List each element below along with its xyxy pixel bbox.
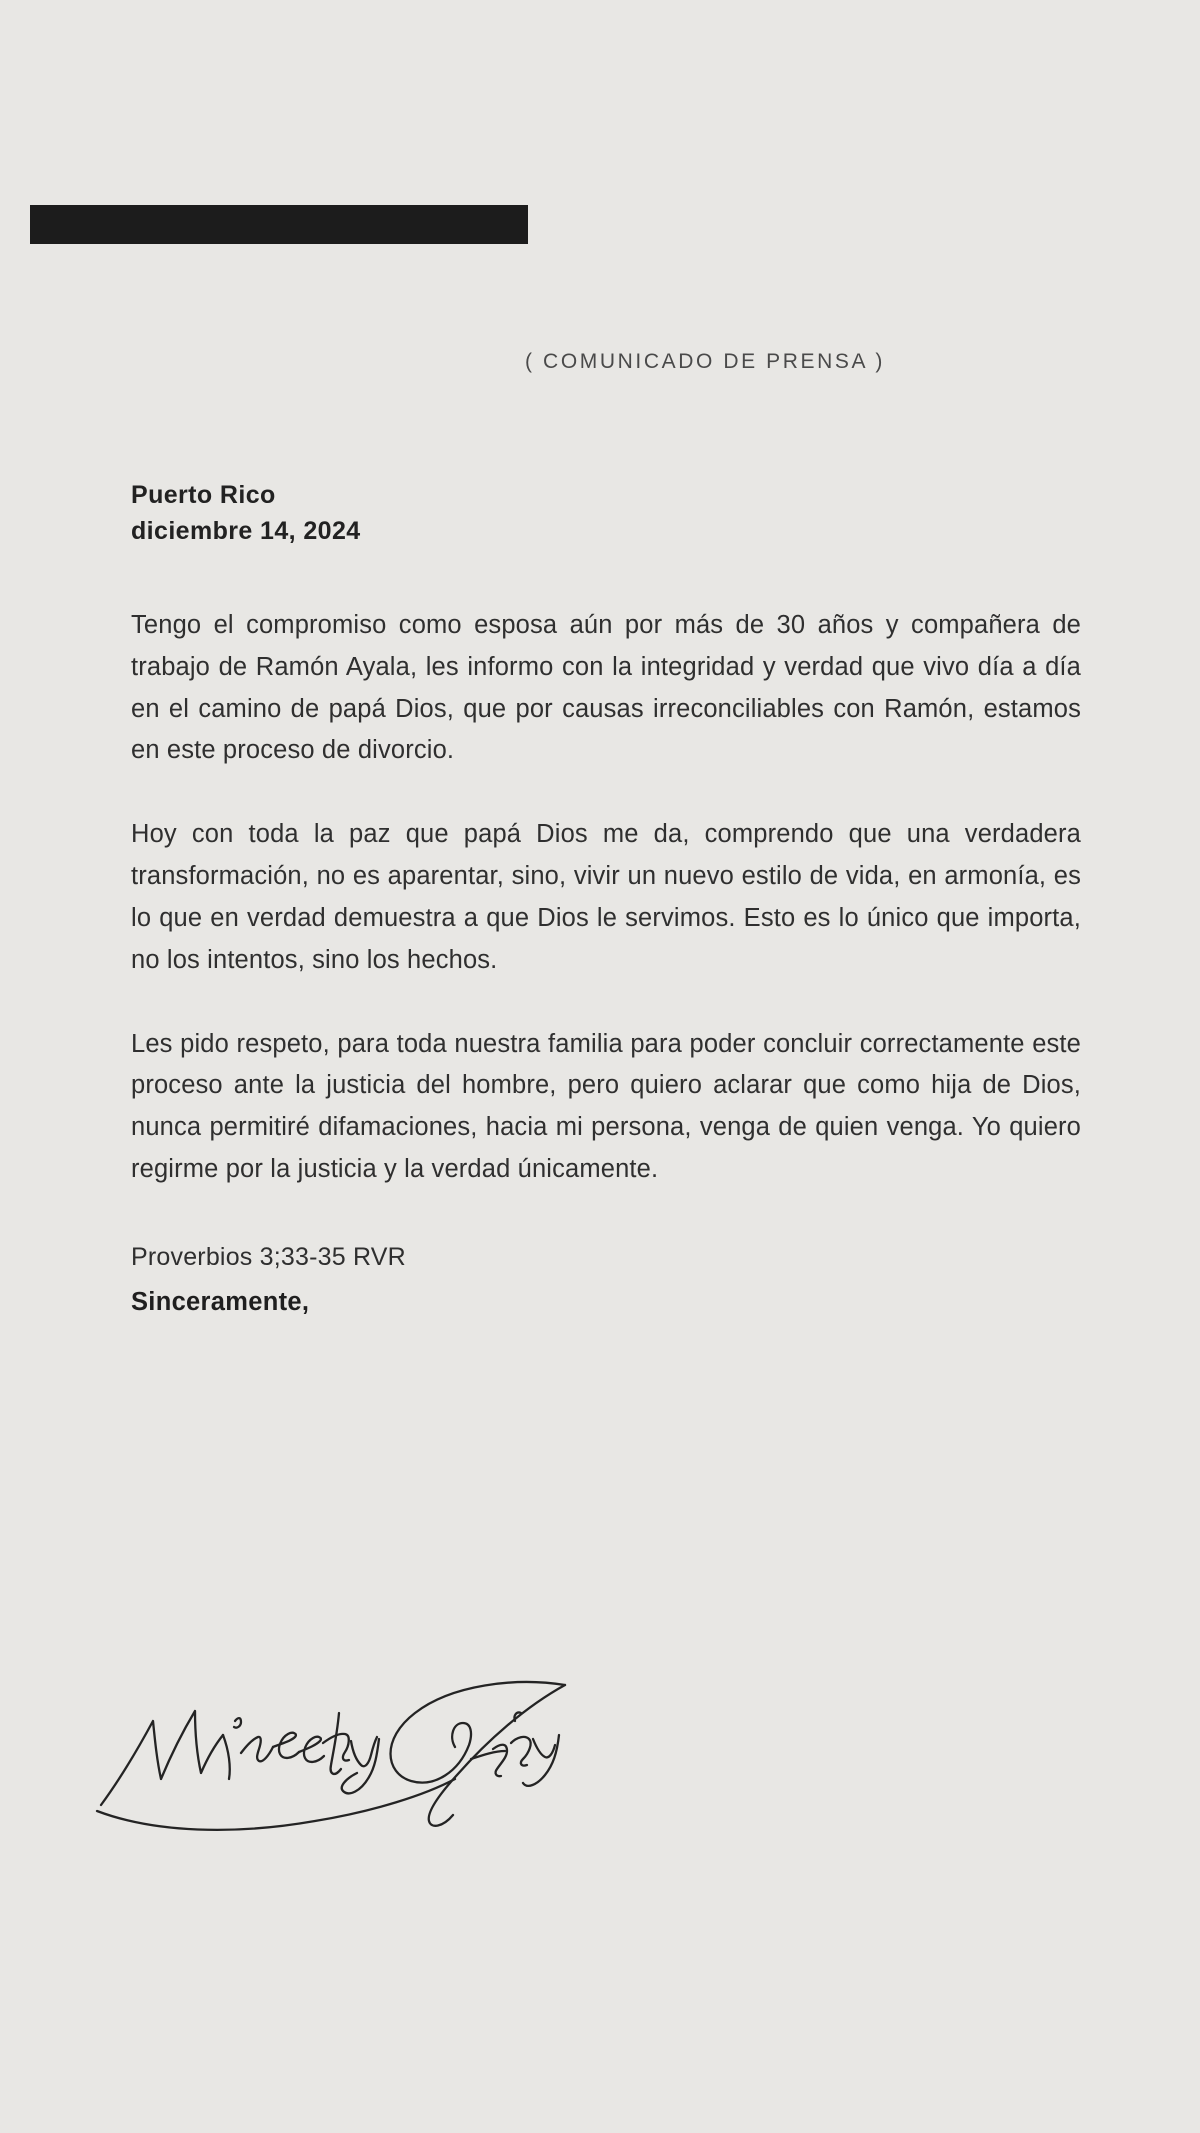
letter-body (131, 478, 1081, 1317)
letter-date: diciembre 14, 2024 (131, 516, 361, 545)
signature-image (95, 1655, 655, 1835)
letter-paragraph-1: Tengo el compromiso como esposa aún por más de 30 años y compañera de trabajo de Ramón Ayala, les informo con la integridad y verdad que vivo día a día en el camino de papá Dios, que por causas irreconciliables con Ramón, estamos en este proceso de divorcio. (131, 611, 1081, 765)
press-release-kicker: ( COMUNICADO DE PRENSA ) (525, 350, 885, 373)
letter-paragraph-3: Les pido respeto, para toda nuestra familia para poder concluir correctamente este proceso ante la justicia del hombre, pero quiero aclarar que como hija de Dios, nunca permitiré difamaciones, hacia mi persona, venga de quien venga. Yo quiero regirme por la justicia y la verdad únicamente. (131, 1029, 1081, 1183)
redacted-header-block (30, 205, 528, 244)
scripture-reference: Proverbios 3;33-35 RVR (131, 1242, 406, 1271)
letter-paragraph-2: Hoy con toda la paz que papá Dios me da, comprendo que una verdadera transformación, no es aparentar, sino, vivir un nuevo estilo de vida, en armonía, es lo que en verdad demuestra a que Dios le servimos. Esto es lo único que importa, no los intentos, sino los hechos. (131, 820, 1081, 974)
letter-place: Puerto Rico (131, 481, 276, 509)
letter-signoff: Sinceramente, (131, 1287, 310, 1316)
